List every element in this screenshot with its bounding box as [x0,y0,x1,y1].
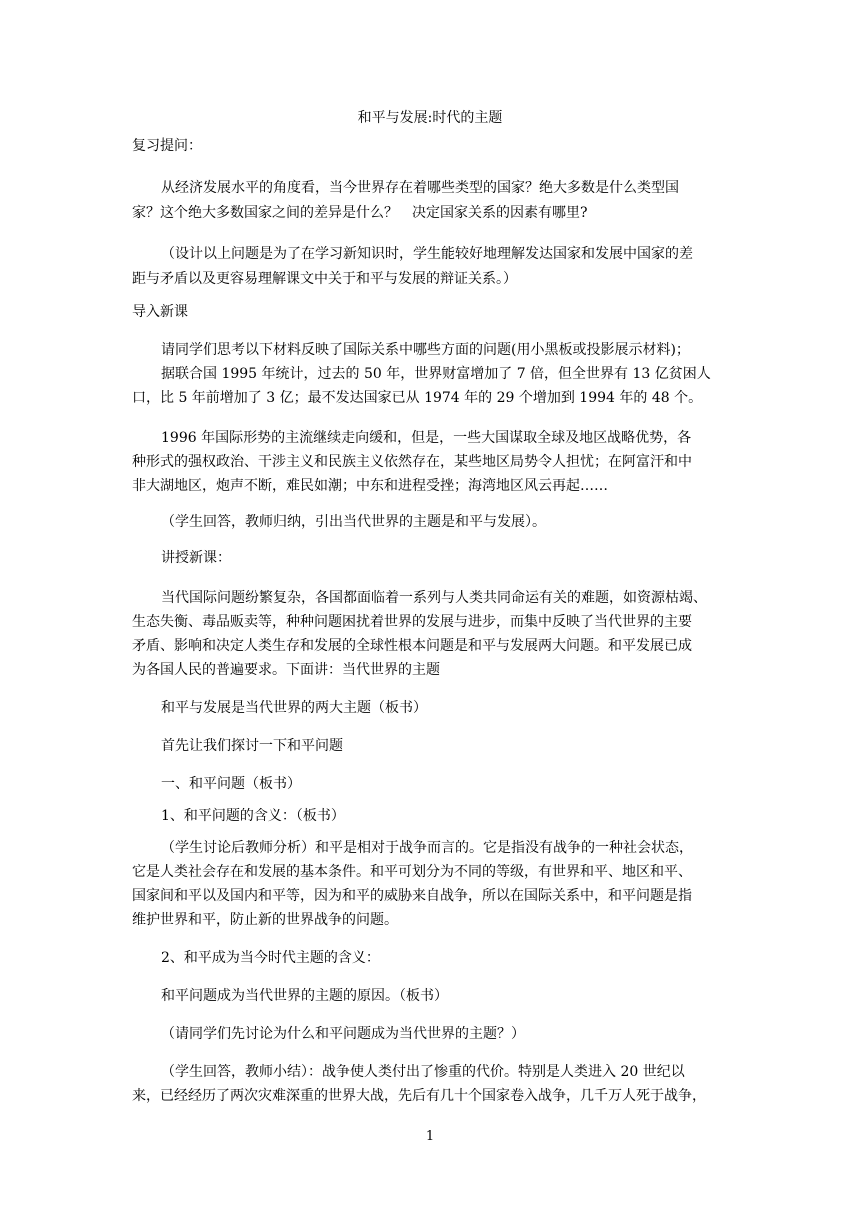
paragraph-line: 和平与发展是当代世界的两大主题（板书） [161,700,427,716]
paragraph-line: 和平问题成为当代世界的主题的原因。（板书） [161,988,448,1004]
paragraph-line: 种形式的强权政治、干涉主义和民族主义依然存在，某些地区局势令人担忧；在阿富汗和中 [132,454,692,470]
paragraph-line: 矛盾、影响和决定人类生存和发展的全球性根本问题是和平与发展两大问题。和平发展已成 [132,638,692,654]
paragraph-line: 距与矛盾以及更容易理解课文中关于和平与发展的辩证关系。） [132,271,517,287]
section-heading-peace: 一、和平问题（板书） [161,776,301,792]
subsection-heading: 1、和平问题的含义：（板书） [161,808,345,824]
paragraph-line: （学生讨论后教师分析）和平是相对于战争而言的。它是指没有战争的一种社会状态， [161,840,693,856]
paragraph-line: 维护世界和平，防止新的世界战争的问题。 [132,912,398,928]
paragraph-line: 家？这个绝大多数国家之间的差异是什么？ 决定国家关系的因素有哪里? [132,205,588,221]
paragraph-line: 为各国人民的普遍要求。下面讲：当代世界的主题 [132,662,440,678]
section-heading-review: 复习提问： [132,138,202,154]
document-title: 和平与发展:时代的主题 [357,110,503,126]
section-heading-intro: 导入新课 [132,304,188,320]
paragraph-line: 据联合国 1995 年统计，过去的 50 年，世界财富增加了 7 倍，但全世界有 13 亿贫困人 [161,366,711,382]
paragraph-line: 生态失衡、毒品贩卖等，种种问题困扰着世界的发展与进步，而集中反映了当代世界的主要 [132,614,692,630]
subsection-heading: 2、和平成为当今时代主题的含义： [161,950,380,966]
paragraph-line: 国家间和平以及国内和平等，因为和平的威胁来自战争，所以在国际关系中，和平问题是指 [132,888,692,904]
paragraph-line: 来，已经经历了两次灾难深重的世界大战，先后有几十个国家卷入战争，几千万人死于战争， [132,1088,706,1104]
paragraph-line: 请同学们思考以下材料反映了国际关系中哪些方面的问题(用小黑板或投影展示材料)； [161,342,690,358]
paragraph-line: 首先让我们探讨一下和平问题 [161,738,343,754]
paragraph-line: 口，比 5 年前增加了 3 亿；最不发达国家已从 1974 年的 29 个增加到 1994 年的 48 个。 [132,390,703,406]
paragraph-line: 从经济发展水平的角度看，当今世界存在着哪些类型的国家？绝大多数是什么类型国 [161,180,679,196]
paragraph-line: （请同学们先讨论为什么和平问题成为当代世界的主题？） [161,1026,525,1042]
paragraph-line: 当代国际问题纷繁复杂，各国都面临着一系列与人类共同命运有关的难题，如资源枯竭、 [161,590,707,606]
paragraph-line: 它是人类社会存在和发展的基本条件。和平可划分为不同的等级，有世界和平、地区和平、 [132,864,692,880]
paragraph-line: （学生回答，教师归纳，引出当代世界的主题是和平与发展）。 [161,514,546,530]
section-heading-new-lesson: 讲授新课： [161,550,231,566]
paragraph-line: 非大湖地区，炮声不断，难民如潮；中东和进程受挫；海湾地区风云再起…… [132,478,608,494]
page-number: 1 [425,1129,435,1144]
paragraph-line: （学生回答，教师小结）：战争使人类付出了惨重的代价。特别是人类进入 20 世纪以 [161,1064,685,1080]
paragraph-line: 1996 年国际形势的主流继续走向缓和，但是，一些大国谋取全球及地区战略优势，各 [161,430,692,446]
paragraph-line: （设计以上问题是为了在学习新知识时，学生能较好地理解发达国家和发展中国家的差 [161,246,693,262]
